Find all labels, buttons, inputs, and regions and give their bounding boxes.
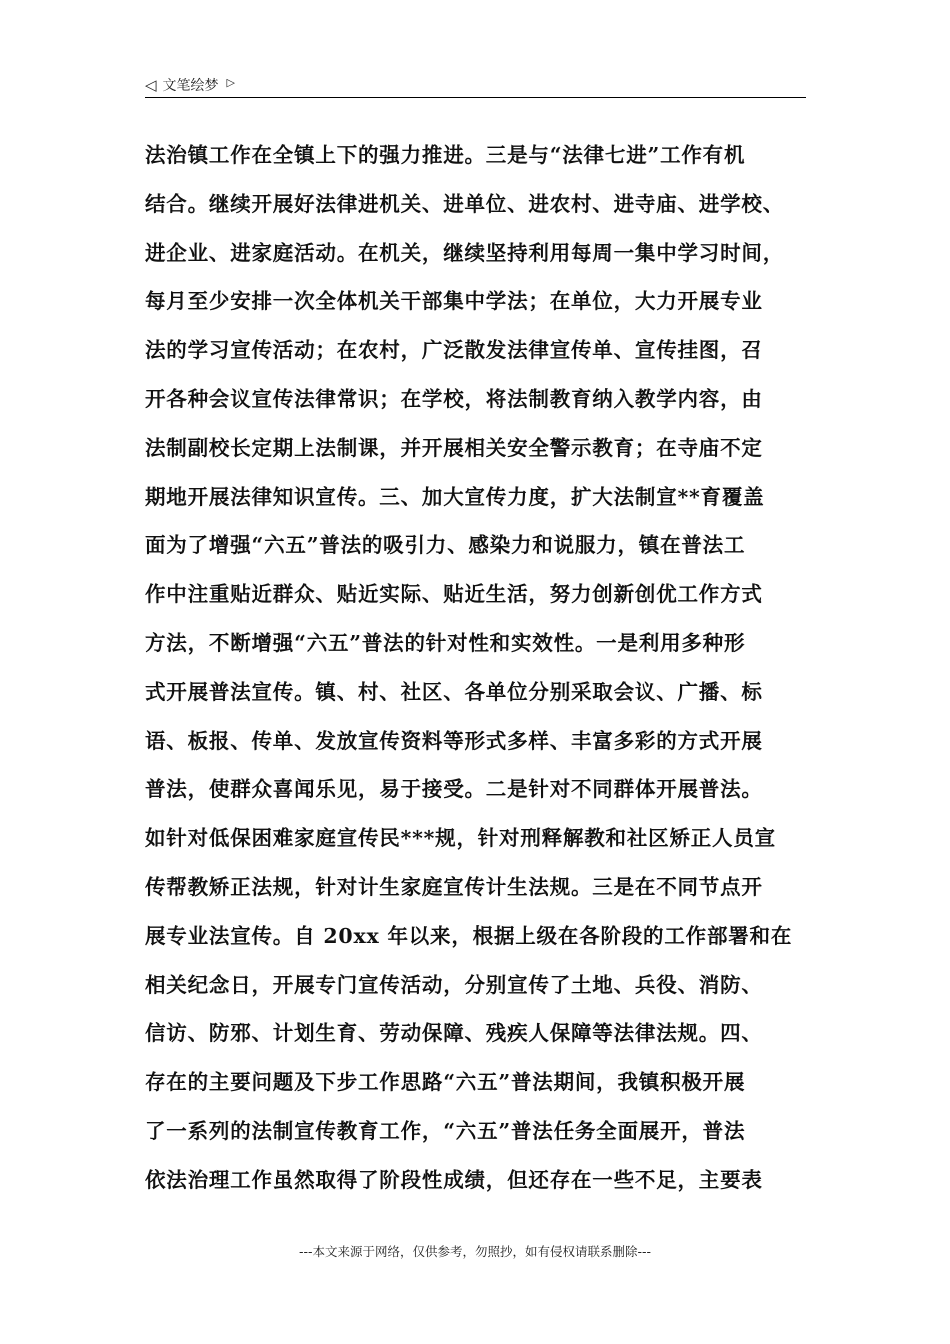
text-line: 式开展普法宣传。镇、村、社区、各单位分别采取会议、广播、标 bbox=[145, 679, 763, 704]
text-line: 如针对低保困难家庭宣传民***规，针对刑释解教和社区矫正人员宣 bbox=[145, 826, 776, 851]
text-line: 法的学习宣传活动；在农村，广泛散发法律宣传单、宣传挂图，召 bbox=[145, 338, 763, 363]
text-line: 期地开展法律知识宣传。三、加大宣传力度，扩大法制宣**育覆盖 bbox=[145, 484, 765, 509]
text-line: 法治镇工作在全镇上下的强力推进。三是与“法律七进”工作有机 bbox=[145, 143, 746, 167]
footer-notice: ---本文来源于网络，仅供参考，勿照抄，如有侵权请联系删除--- bbox=[298, 1244, 652, 1259]
text-line: 方法，不断增强“六五”普法的针对性和实效性。一是利用多种形 bbox=[145, 630, 746, 655]
text-line: 了一系列的法制宣传教育工作，“六五”普法任务全面展开，普法 bbox=[145, 1118, 746, 1143]
text-line: 语、板报、传单、发放宣传资料等形式多样、丰富多彩的方式开展 bbox=[145, 728, 763, 753]
text-line: 传帮教矫正法规，针对计生家庭宣传计生法规。三是在不同节点开 bbox=[145, 874, 763, 899]
text-line: 普法，使群众喜闻乐见，易于接受。二是针对不同群体开展普法。 bbox=[145, 777, 763, 802]
text-line: 依法治理工作虽然取得了阶段性成绩，但还存在一些不足，主要表 bbox=[145, 1167, 763, 1192]
text-line: 进企业、进家庭活动。在机关，继续坚持利用每周一集中学习时间， bbox=[145, 240, 784, 265]
text-line: 法制副校长定期上法制课，并开展相关安全警示教育；在寺庙不定 bbox=[145, 435, 763, 460]
document-body bbox=[145, 131, 825, 1205]
triangle-right-icon: ▷ bbox=[226, 75, 236, 89]
text-line: 存在的主要问题及下步工作思路“六五”普法期间，我镇积极开展 bbox=[145, 1070, 746, 1095]
text-line: 相关纪念日，开展专门宣传活动，分别宣传了土地、兵役、消防、 bbox=[145, 972, 763, 997]
text-line: 结合。继续开展好法律进机关、进单位、进农村、进寺庙、进学校、 bbox=[145, 191, 784, 216]
text-line: 开各种会议宣传法律常识；在学校，将法制教育纳入教学内容，由 bbox=[145, 386, 763, 411]
header-title: 文笔绘梦 bbox=[162, 78, 219, 94]
page-header bbox=[145, 72, 235, 98]
triangle-left-icon: ◁ bbox=[145, 75, 157, 94]
text-line: 信访、防邪、计划生育、劳动保障、残疾人保障等法律法规。四、 bbox=[145, 1021, 763, 1046]
text-line: 面为了增强“六五”普法的吸引力、感染力和说服力，镇在普法工 bbox=[145, 533, 746, 558]
text-line: 作中注重贴近群众、贴近实际、贴近生活，努力创新创优工作方式 bbox=[145, 582, 763, 607]
header-divider bbox=[145, 97, 806, 98]
text-line: 展专业法宣传。自 20xx 年以来，根据上级在各阶段的工作部署和在 bbox=[145, 923, 793, 948]
text-line: 每月至少安排一次全体机关干部集中学法；在单位，大力开展专业 bbox=[145, 289, 763, 314]
